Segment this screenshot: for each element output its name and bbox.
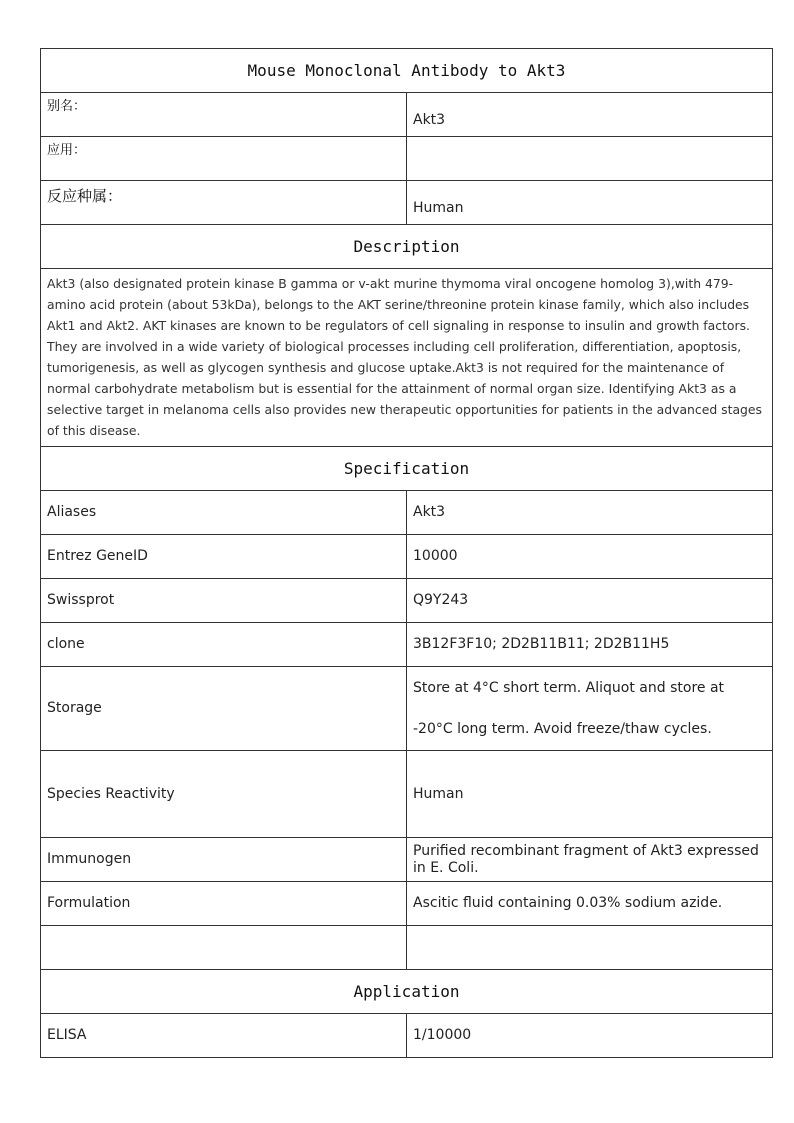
spec-row-aliases: [41, 491, 773, 535]
description-heading: Description: [41, 225, 773, 269]
spec-value: Human: [407, 751, 773, 838]
spec-value: Purified recombinant fragment of Akt3 expressed in E. Coli.: [407, 838, 773, 882]
spec-value: 3B12F3F10; 2D2B11B11; 2D2B11H5: [407, 623, 773, 667]
application-value: [407, 137, 773, 181]
spec-value: Q9Y243: [407, 579, 773, 623]
spec-label: Immunogen: [41, 838, 407, 882]
application-dilution-value: 1/10000: [407, 1014, 773, 1058]
page-title: Mouse Monoclonal Antibody to Akt3: [41, 49, 773, 93]
application-method-label: ELISA: [41, 1014, 407, 1058]
specification-heading-row: [41, 447, 773, 491]
datasheet-table: [40, 48, 773, 1058]
alias-row: [41, 93, 773, 137]
spec-row-storage: [41, 667, 773, 751]
spec-label: clone: [41, 623, 407, 667]
reactivity-value: Human: [407, 181, 773, 225]
spec-value: Akt3: [407, 491, 773, 535]
spec-label: Entrez GeneID: [41, 535, 407, 579]
spec-row-species: [41, 751, 773, 838]
specification-heading: Specification: [41, 447, 773, 491]
spec-label: Storage: [41, 667, 407, 751]
spec-label: Swissprot: [41, 579, 407, 623]
application-heading: Application: [41, 970, 773, 1014]
spec-value: [407, 926, 773, 970]
reactivity-row: [41, 181, 773, 225]
spec-row-immunogen: [41, 838, 773, 882]
spec-label: Formulation: [41, 882, 407, 926]
spec-value: 10000: [407, 535, 773, 579]
spec-label: Species Reactivity: [41, 751, 407, 838]
application-row: [41, 137, 773, 181]
reactivity-label: 反应种属：: [41, 181, 407, 225]
spec-row-entrez: [41, 535, 773, 579]
spec-value: Ascitic fluid containing 0.03% sodium azide.: [407, 882, 773, 926]
spec-row-formulation: [41, 882, 773, 926]
spec-row-empty: [41, 926, 773, 970]
spec-row-clone: [41, 623, 773, 667]
spec-label: Aliases: [41, 491, 407, 535]
application-row-elisa: [41, 1014, 773, 1058]
spec-label: [41, 926, 407, 970]
spec-value: Store at 4°C short term. Aliquot and store at -20°C long term. Avoid freeze/thaw cycles.: [407, 667, 773, 751]
alias-value: Akt3: [407, 93, 773, 137]
title-row: [41, 49, 773, 93]
alias-label: 别名：: [41, 93, 407, 137]
application-heading-row: [41, 970, 773, 1014]
description-heading-row: [41, 225, 773, 269]
application-label: 应用：: [41, 137, 407, 181]
description-row: [41, 269, 773, 447]
datasheet: [40, 48, 773, 1058]
description-text: Akt3 (also designated protein kinase B gamma or v-akt murine thymoma viral oncogene homolog 3),with 479-amino acid protein (about 53kDa), belongs to the AKT serine/threonine protein kinase family, which also includes Akt1 and Akt2. AKT kinases are known to be regulators of cell signaling in response to insulin and growth factors. They are involved in a wide variety of biological processes including cell proliferation, differentiation, apoptosis, tumorigenesis, as well as glycogen synthesis and glucose uptake.Akt3 is not required for the maintenance of normal carbohydrate metabolism but is essential for the attainment of normal organ size. Identifying Akt3 as a selective target in melanoma cells also provides new therapeutic opportunities for patients in the advanced stages of this disease.: [41, 269, 773, 447]
spec-row-swissprot: [41, 579, 773, 623]
